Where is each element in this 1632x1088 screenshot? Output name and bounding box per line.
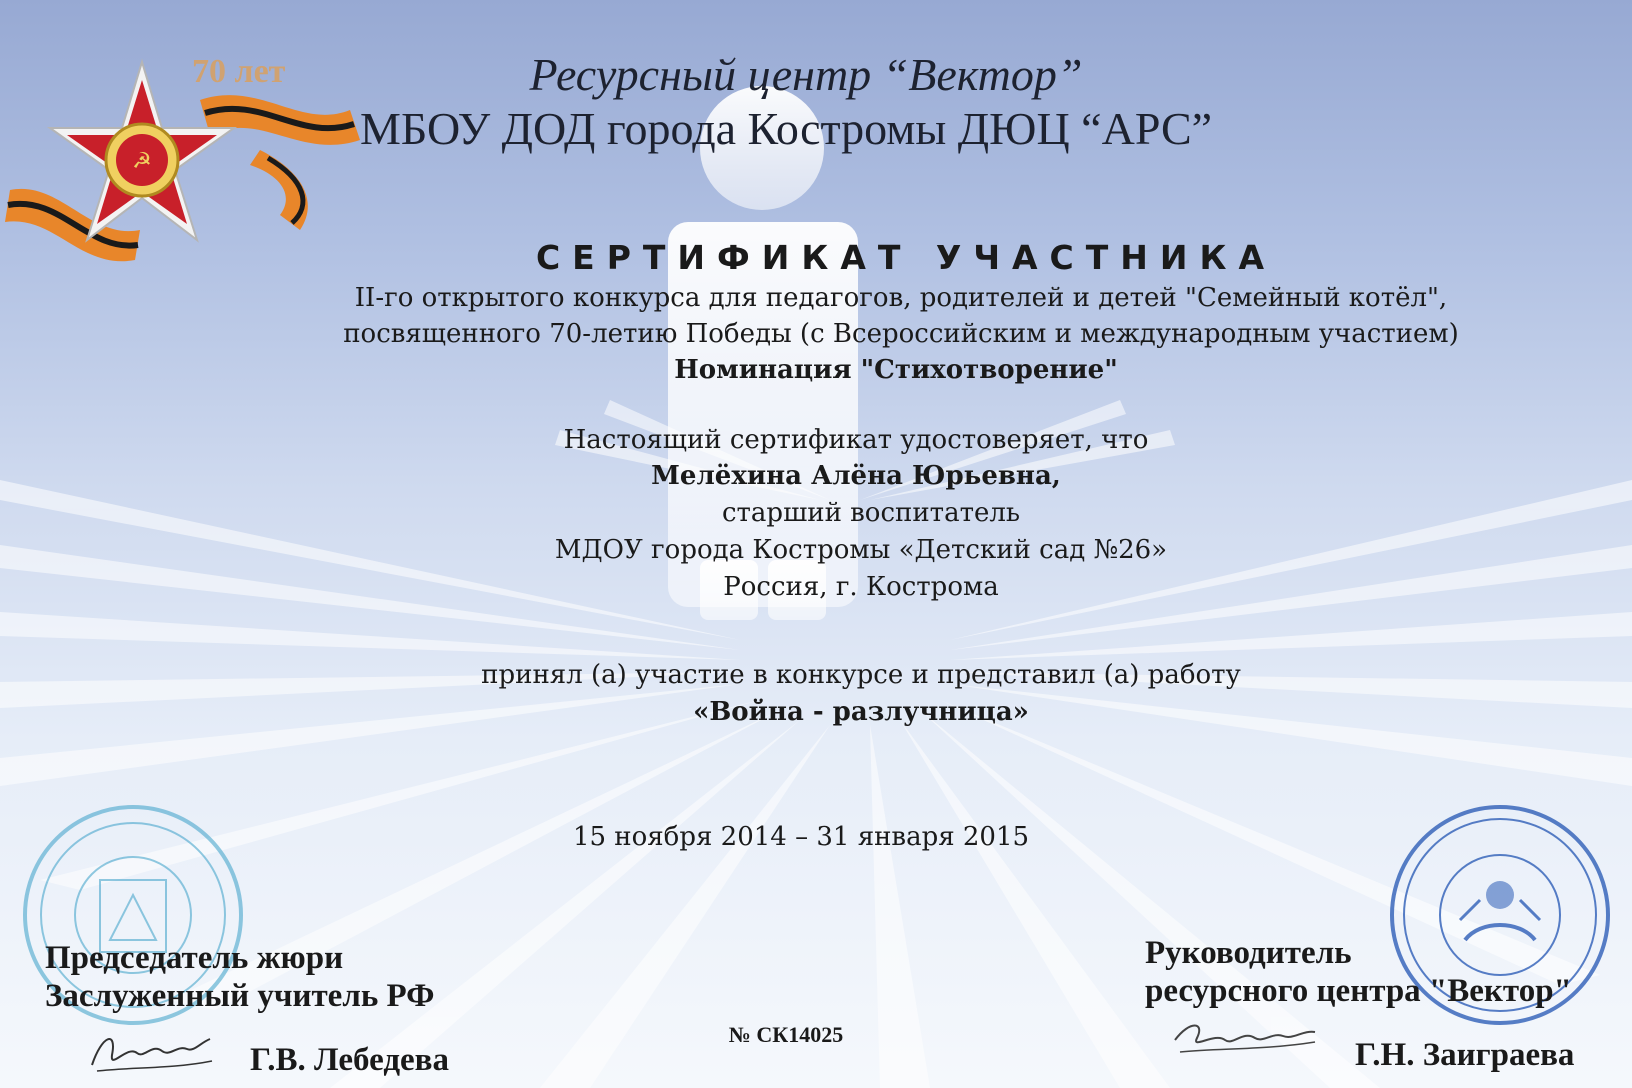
certificate-number: № СК14025 bbox=[728, 1022, 844, 1047]
contest-line1: II-го открытого конкурса для педагогов, родителей и детей "Семейный котёл", bbox=[354, 283, 1448, 313]
left-signatory-name: Г.В. Лебедева bbox=[250, 1042, 449, 1078]
contest-dates: 15 ноября 2014 – 31 января 2015 bbox=[572, 822, 1030, 852]
certifies-line: Настоящий сертификат удостоверяет, что bbox=[563, 425, 1149, 455]
right-signatory-name: Г.Н. Заиграева bbox=[1355, 1037, 1575, 1073]
work-title: «Война - разлучница» bbox=[693, 697, 1029, 727]
left-signatory-role1: Председатель жюри bbox=[45, 940, 344, 976]
contest-line2: посвященного 70-летию Победы (с Всероссийским и международным участием) bbox=[343, 319, 1459, 349]
participation-line: принял (а) участие в конкурсе и представил (а) работу bbox=[481, 660, 1241, 690]
anniversary-text: 70 лет bbox=[192, 53, 286, 90]
left-signatory-role2: Заслуженный учитель РФ bbox=[45, 978, 435, 1014]
certificate-title: СЕРТИФИКАТ УЧАСТНИКА bbox=[535, 238, 1277, 277]
nomination: Номинация "Стихотворение" bbox=[674, 355, 1118, 385]
right-handwritten-signature bbox=[1165, 1010, 1325, 1065]
participant-position: старший воспитатель bbox=[721, 498, 1021, 528]
right-signatory-role1: Руководитель bbox=[1145, 935, 1352, 971]
right-signatory-role2: ресурсного центра "Вектор" bbox=[1145, 973, 1572, 1009]
header-line2: МБОУ ДОД города Костромы ДЮЦ “АРС” bbox=[359, 103, 1213, 154]
participant-location: Россия, г. Кострома bbox=[723, 572, 999, 602]
participant-organization: МДОУ города Костромы «Детский сад №26» bbox=[554, 535, 1168, 565]
participant-name: Мелёхина Алёна Юрьевна, bbox=[651, 461, 1061, 491]
header-line1: Ресурсный центр “Вектор” bbox=[529, 49, 1083, 100]
svg-text:☭: ☭ bbox=[132, 149, 152, 174]
